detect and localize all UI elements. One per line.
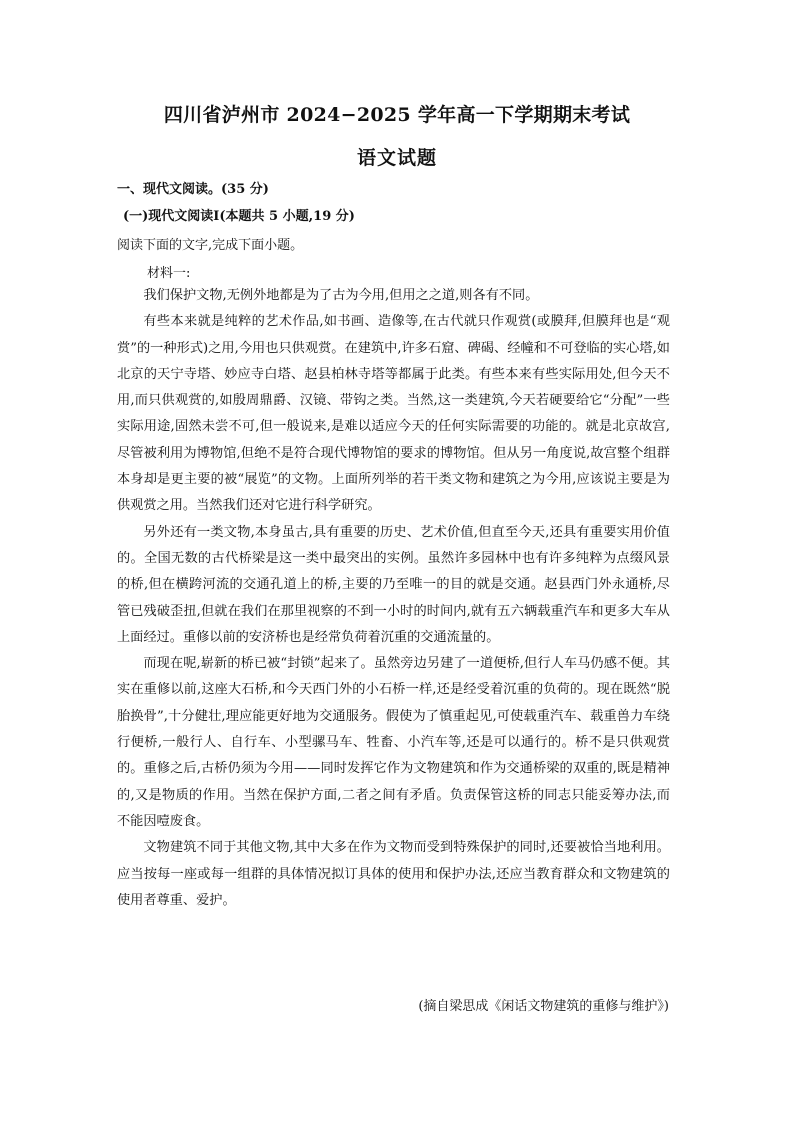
passage-body xyxy=(117,283,670,914)
exam-subtitle: 语文试题 xyxy=(356,147,437,169)
section-heading: 一、现代文阅读。(35 分) xyxy=(117,182,269,197)
passage-paragraph: 文物建筑不同于其他文物,其中大多在作为文物而受到特殊保护的同时,还要被恰当地利用。应当按每一座或每一组群的具体情况拟订具体的使用和保护办法,还应当教育群众和文物建筑的使用者尊重、爱护。 xyxy=(117,840,670,908)
material-label: 材料一: xyxy=(147,266,191,281)
passage-paragraph: 我们保护文物,无例外地都是为了古为今用,但用之之道,则各有不同。 xyxy=(143,288,539,303)
passage-paragraph: 而现在呢,崭新的桥已被“封锁”起来了。虽然旁边另建了一道便桥,但行人车马仍感不便。其实在重修以前,这座大石桥,和今天西门外的小石桥一样,还是经受着沉重的负荷的。现在既然“脱胎换骨”,十分健壮,理应能更好地为交通服务。假使为了慎重起见,可使载重汽车、载重兽力车绕行便桥,一般行人、自行车、小型骡马车、牲畜、小汽车等,还是可以通行的。桥不是只供观赏的。重修之后,古桥仍须为今用——同时发挥它作为文物建筑和作为交通桥梁的双重的,既是精神的,又是物质的作用。当然在保护方面,二者之间有矛盾。负责保管这桥的同志只能妥筹办法,而不能因噎废食。 xyxy=(117,656,670,829)
passage-paragraph: 另外还有一类文物,本身虽古,具有重要的历史、艺术价值,但直至今天,还具有重要实用价值的。全国无数的古代桥梁是这一类中最突出的实例。虽然许多园林中也有许多纯粹为点缀风景的桥,但在横跨河流的交通孔道上的桥,主要的乃至唯一的目的就是交通。赵县西门外永通桥,尽管已残破歪扭,但就在我们在那里视察的不到一小时的时间内,就有五六辆载重汽车和更多大车从上面经过。重修以前的安济桥也是经常负荷着沉重的交通流量的。 xyxy=(117,524,670,645)
passage-source: (摘自梁思成《闲话文物建筑的重修与维护》) xyxy=(418,999,669,1014)
exam-title: 四川省泸州市 2024−2025 学年高一下学期期末考试 xyxy=(163,104,631,126)
subsection-heading: (一)现代文阅读Ⅰ(本题共 5 小题,19 分) xyxy=(123,209,355,224)
reading-instruction: 阅读下面的文字,完成下面小题。 xyxy=(117,238,304,253)
passage-paragraph: 有些本来就是纯粹的艺术作品,如书画、造像等,在古代就只作观赏(或膜拜,但膜拜也是“观赏”的一种形式)之用,今用也只供观赏。在建筑中,许多石窟、碑碣、经幢和不可登临的实心塔,如北京的天宁寺塔、妙应寺白塔、赵县柏林寺塔等都属于此类。有些本来有些实际用处,但今天不用,而只供观赏的,如殷周鼎爵、汉镜、带钩之类。当然,这一类建筑,今天若硬要给它“分配”一些实际用途,固然未尝不可,但一般说来,是难以适应今天的任何实际需要的功能的。就是北京故宫,尽管被利用为博物馆,但绝不是符合现代博物馆的要求的博物馆。但从另一角度说,故宫整个组群本身却是更主要的被“展览”的文物。上面所列举的若干类文物和建筑之为今用,应该说主要是为供观赏之用。当然我们还对它进行科学研究。 xyxy=(117,314,670,514)
